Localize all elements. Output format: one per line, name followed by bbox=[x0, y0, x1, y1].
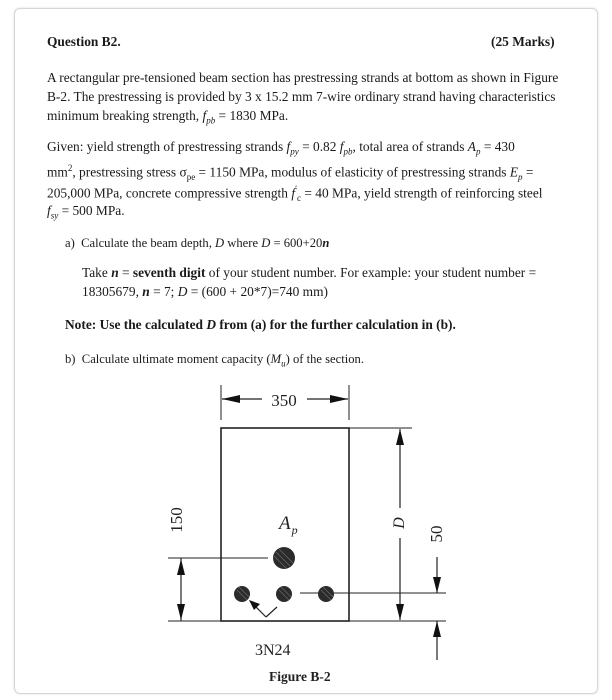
cover-label: 50 bbox=[427, 525, 446, 543]
figure-caption: Figure B-2 bbox=[269, 669, 331, 684]
cover-arrow-bottom bbox=[433, 621, 441, 637]
intro-line-1: A rectangular pre-tensioned beam section has prestressing strands at bottom as shown in Figure bbox=[47, 70, 559, 85]
given-line-4: $f_{sy} = 500$ MPa. bbox=[47, 203, 125, 221]
question-title: Question B2. bbox=[47, 34, 121, 49]
width-arrow-left bbox=[222, 395, 240, 403]
part-a-question: a) Calculate the beam depth, D where D = 600+20n bbox=[65, 236, 330, 250]
part-a-take-line: Take n = seventh digit of your student number. For example: your student number = bbox=[82, 265, 537, 280]
depth-label: D bbox=[391, 517, 408, 529]
left-dim-arrow-top bbox=[177, 559, 185, 575]
given-line-1: Given: yield strength of prestressing strands $f_{py} = 0.82$ $f_{pb}$, total area of strands $A_p = 430$ bbox=[47, 139, 515, 157]
part-b-question: b) Calculate ultimate moment capacity $(M_u)$ of the section. bbox=[65, 352, 364, 369]
given-line-2: $mm^2$, prestressing stress $\sigma_{pe} = 1150$ MPa, modulus of elasticity of prestressing strands $E_p$ = bbox=[47, 163, 534, 183]
prestressing-strand bbox=[273, 547, 295, 569]
prestressing-strand bbox=[318, 586, 334, 602]
bar-leader-arrow bbox=[249, 600, 260, 610]
intro-line-3: minimum breaking strength, $f_{pb} = 1830$ MPa. bbox=[47, 108, 289, 126]
width-label: 350 bbox=[271, 391, 297, 410]
left-dim-label: 150 bbox=[167, 507, 186, 533]
width-arrow-right bbox=[330, 395, 348, 403]
depth-arrow-top bbox=[396, 429, 404, 445]
marks-label: (25 Marks) bbox=[491, 34, 555, 49]
depth-arrow-bottom bbox=[396, 604, 404, 620]
prestress-area-label: $A_p$ bbox=[279, 513, 298, 537]
intro-line-2: B-2. The prestressing is provided by 3 x 15.2 mm 7-wire ordinary strand having characteristics bbox=[47, 89, 556, 104]
left-dim-arrow-bottom bbox=[177, 604, 185, 620]
given-line-3: 205,000 MPa, concrete compressive strength $f'_c = 40$ MPa, yield strength of reinforcing steel bbox=[47, 184, 543, 204]
cover-arrow-top bbox=[433, 577, 441, 593]
prestressing-strand bbox=[234, 586, 250, 602]
prestressing-strand bbox=[276, 586, 292, 602]
part-a-example-line: 18305679, n = 7; D = (600 + 20*7)=740 mm) bbox=[82, 284, 328, 299]
bar-label: 3N24 bbox=[255, 642, 291, 659]
bar-leader-line-2 bbox=[266, 607, 277, 617]
note-line: Note: Use the calculated D from (a) for the further calculation in (b). bbox=[65, 317, 456, 332]
